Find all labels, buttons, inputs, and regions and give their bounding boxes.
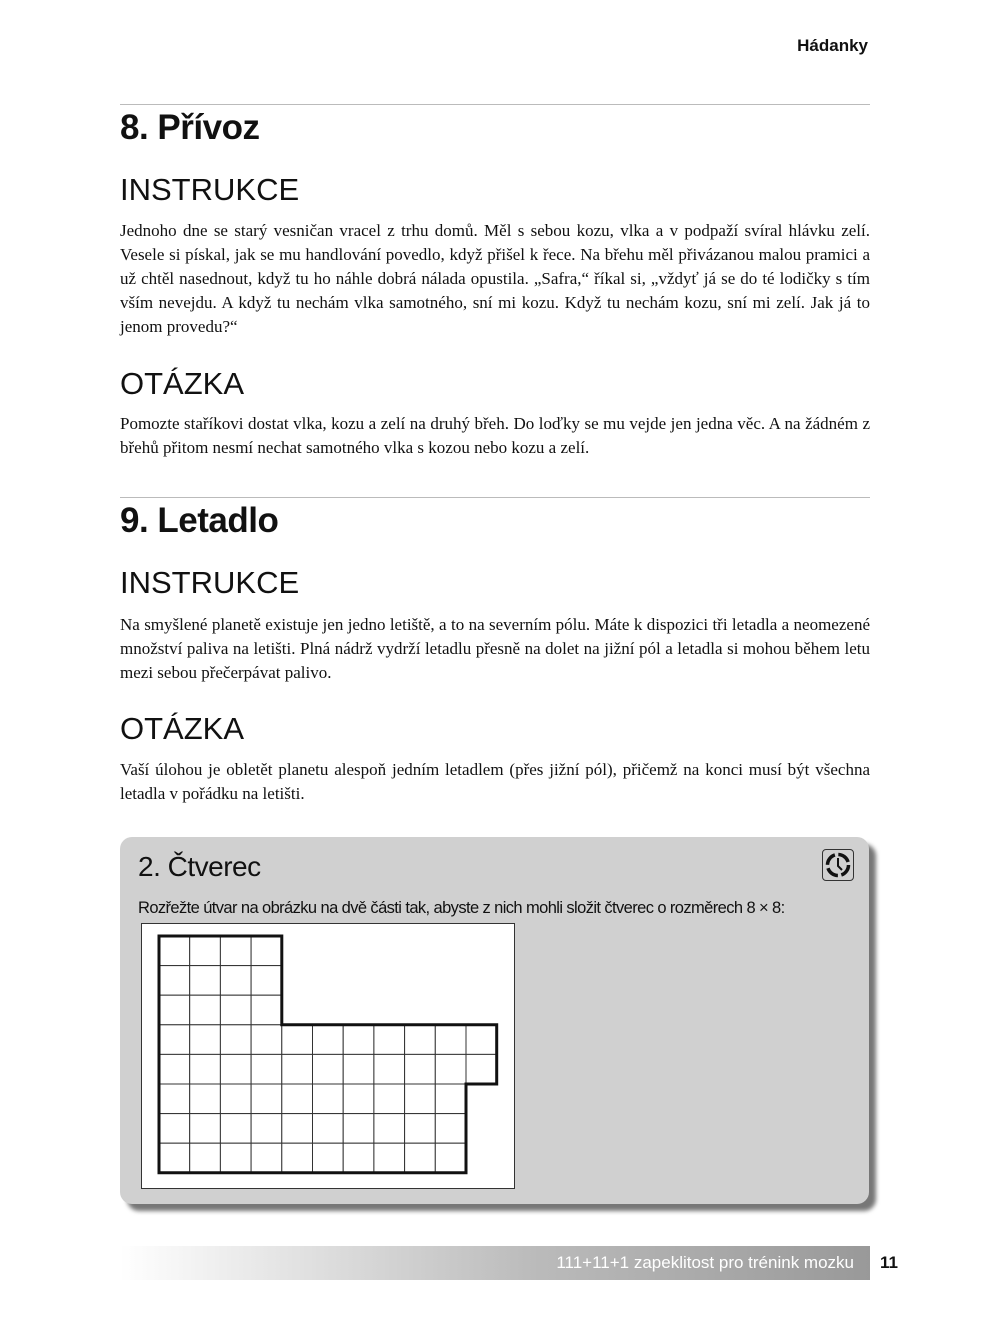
- grid-cell: [190, 936, 221, 966]
- grid-cell: [313, 1084, 344, 1114]
- section-heading: OTÁZKA: [120, 711, 245, 746]
- section-heading: INSTRUKCE: [120, 565, 300, 600]
- grid-cell: [251, 1143, 282, 1173]
- question-text: Vaší úlohou je obletět planetu alespoň jedním letadlem (přes jižní pól), přičemž na konci musí být všechna letadla v pořádku na letišti.: [120, 760, 870, 803]
- grid-cell: [374, 1054, 405, 1084]
- grid-cell: [190, 1143, 221, 1173]
- grid-cell: [159, 966, 190, 996]
- grid-cell: [190, 995, 221, 1025]
- instructions-text: Na smyšlené planetě existuje jen jedno letiště, a to na severním pólu. Máte k dispozici tři letadla a neomezené množství paliva na letišti. Plná nádrž vydrží letadlu přesně na dolet na jižní pól a letadla si mohou během letu mezi sebou přečerpávat palivo.: [120, 615, 870, 682]
- grid-cell: [190, 966, 221, 996]
- running-head: Hádanky: [797, 36, 868, 55]
- grid-cell: [282, 1143, 313, 1173]
- grid-cell: [190, 1114, 221, 1144]
- grid-cell: [251, 966, 282, 996]
- grid-cell: [251, 1025, 282, 1055]
- grid-cell: [190, 1054, 221, 1084]
- grid-cell: [251, 1114, 282, 1144]
- grid-cell: [190, 1084, 221, 1114]
- puzzle-title: 8. Přívoz: [120, 108, 260, 147]
- grid-cell: [220, 1084, 251, 1114]
- grid-cell: [343, 1054, 374, 1084]
- divider: [120, 104, 870, 105]
- grid-cell: [374, 1084, 405, 1114]
- grid-cell: [343, 1025, 374, 1055]
- grid-cell: [405, 1084, 436, 1114]
- grid-cell: [190, 1025, 221, 1055]
- grid-cell: [405, 1025, 436, 1055]
- grid-cell: [251, 936, 282, 966]
- grid-cell: [435, 1114, 466, 1144]
- grid-cell: [405, 1054, 436, 1084]
- grid-cell: [159, 1025, 190, 1055]
- question-text: Pomozte staříkovi dostat vlka, kozu a zelí na druhý břeh. Do loďky se mu vejde jen jedna věc. A na žádném z břehů přitom nesmí nechat samotného vlka s kozou nebo kozu a zelí.: [120, 414, 870, 457]
- grid-cell: [220, 936, 251, 966]
- grid-cell: [374, 1114, 405, 1144]
- grid-cell: [220, 1114, 251, 1144]
- grid-cell: [251, 1084, 282, 1114]
- grid-cell: [313, 1025, 344, 1055]
- box-title: 2. Čtverec: [138, 851, 261, 882]
- page-number: 11: [880, 1253, 898, 1272]
- grid-cell: [282, 1054, 313, 1084]
- book-title: 111+11+1 zapeklitost pro trénink mozku: [556, 1253, 854, 1272]
- section-heading: INSTRUKCE: [120, 172, 300, 207]
- grid-cell: [343, 1084, 374, 1114]
- grid-cell: [405, 1114, 436, 1144]
- grid-cell: [220, 1025, 251, 1055]
- grid-cell: [159, 1114, 190, 1144]
- grid-cell: [159, 1054, 190, 1084]
- grid-cell: [435, 1054, 466, 1084]
- grid-cell: [435, 1143, 466, 1173]
- grid-cell: [313, 1054, 344, 1084]
- footer-bar: [120, 1246, 870, 1280]
- grid-cell: [220, 966, 251, 996]
- grid-cell: [405, 1143, 436, 1173]
- grid-cell: [343, 1143, 374, 1173]
- grid-cell: [159, 1143, 190, 1173]
- grid-cell: [159, 995, 190, 1025]
- grid-cell: [282, 1025, 313, 1055]
- grid-figure: [141, 923, 515, 1189]
- grid-cell: [159, 1084, 190, 1114]
- grid-cell: [282, 1084, 313, 1114]
- grid-cell: [251, 995, 282, 1025]
- divider: [120, 497, 870, 498]
- grid-shape: [142, 924, 514, 1188]
- grid-cell: [343, 1114, 374, 1144]
- grid-cell: [466, 1025, 497, 1055]
- grid-cell: [374, 1143, 405, 1173]
- grid-cell: [374, 1025, 405, 1055]
- grid-cell: [435, 1025, 466, 1055]
- grid-cell: [466, 1054, 497, 1084]
- clock-icon: [822, 849, 854, 881]
- puzzle-title: 9. Letadlo: [120, 501, 279, 540]
- grid-cell: [313, 1114, 344, 1144]
- section-heading: OTÁZKA: [120, 366, 245, 401]
- instructions-text: Jednoho dne se starý vesničan vracel z trhu domů. Měl s sebou kozu, vlka a v podpaží svíral hlávku zelí. Vesele si pískal, jak se mu handlování povedlo, když přišel k řece. Na břehu měl přivázanou malou pramici a už chtěl nasednout, když tu ho náhle dobrá nálada opustila. „Safra,“ říkal si, „vždyť já se do té lodičky s tím vším nevejdu. A když tu nechám vlka samotného, sní mi kozu. Když tu nechám kozu, sní mi zelí. Jak já to jenom provedu?“: [120, 221, 870, 336]
- grid-cell: [435, 1084, 466, 1114]
- grid-cell: [220, 1054, 251, 1084]
- puzzle-box: [120, 837, 869, 1204]
- grid-cell: [282, 1114, 313, 1144]
- grid-cell: [251, 1054, 282, 1084]
- grid-cell: [159, 936, 190, 966]
- grid-cell: [313, 1143, 344, 1173]
- grid-cell: [220, 995, 251, 1025]
- box-instructions: Rozřežte útvar na obrázku na dvě části tak, abyste z nich mohli složit čtverec o rozměrech 8 × 8:: [138, 899, 785, 917]
- grid-cell: [220, 1143, 251, 1173]
